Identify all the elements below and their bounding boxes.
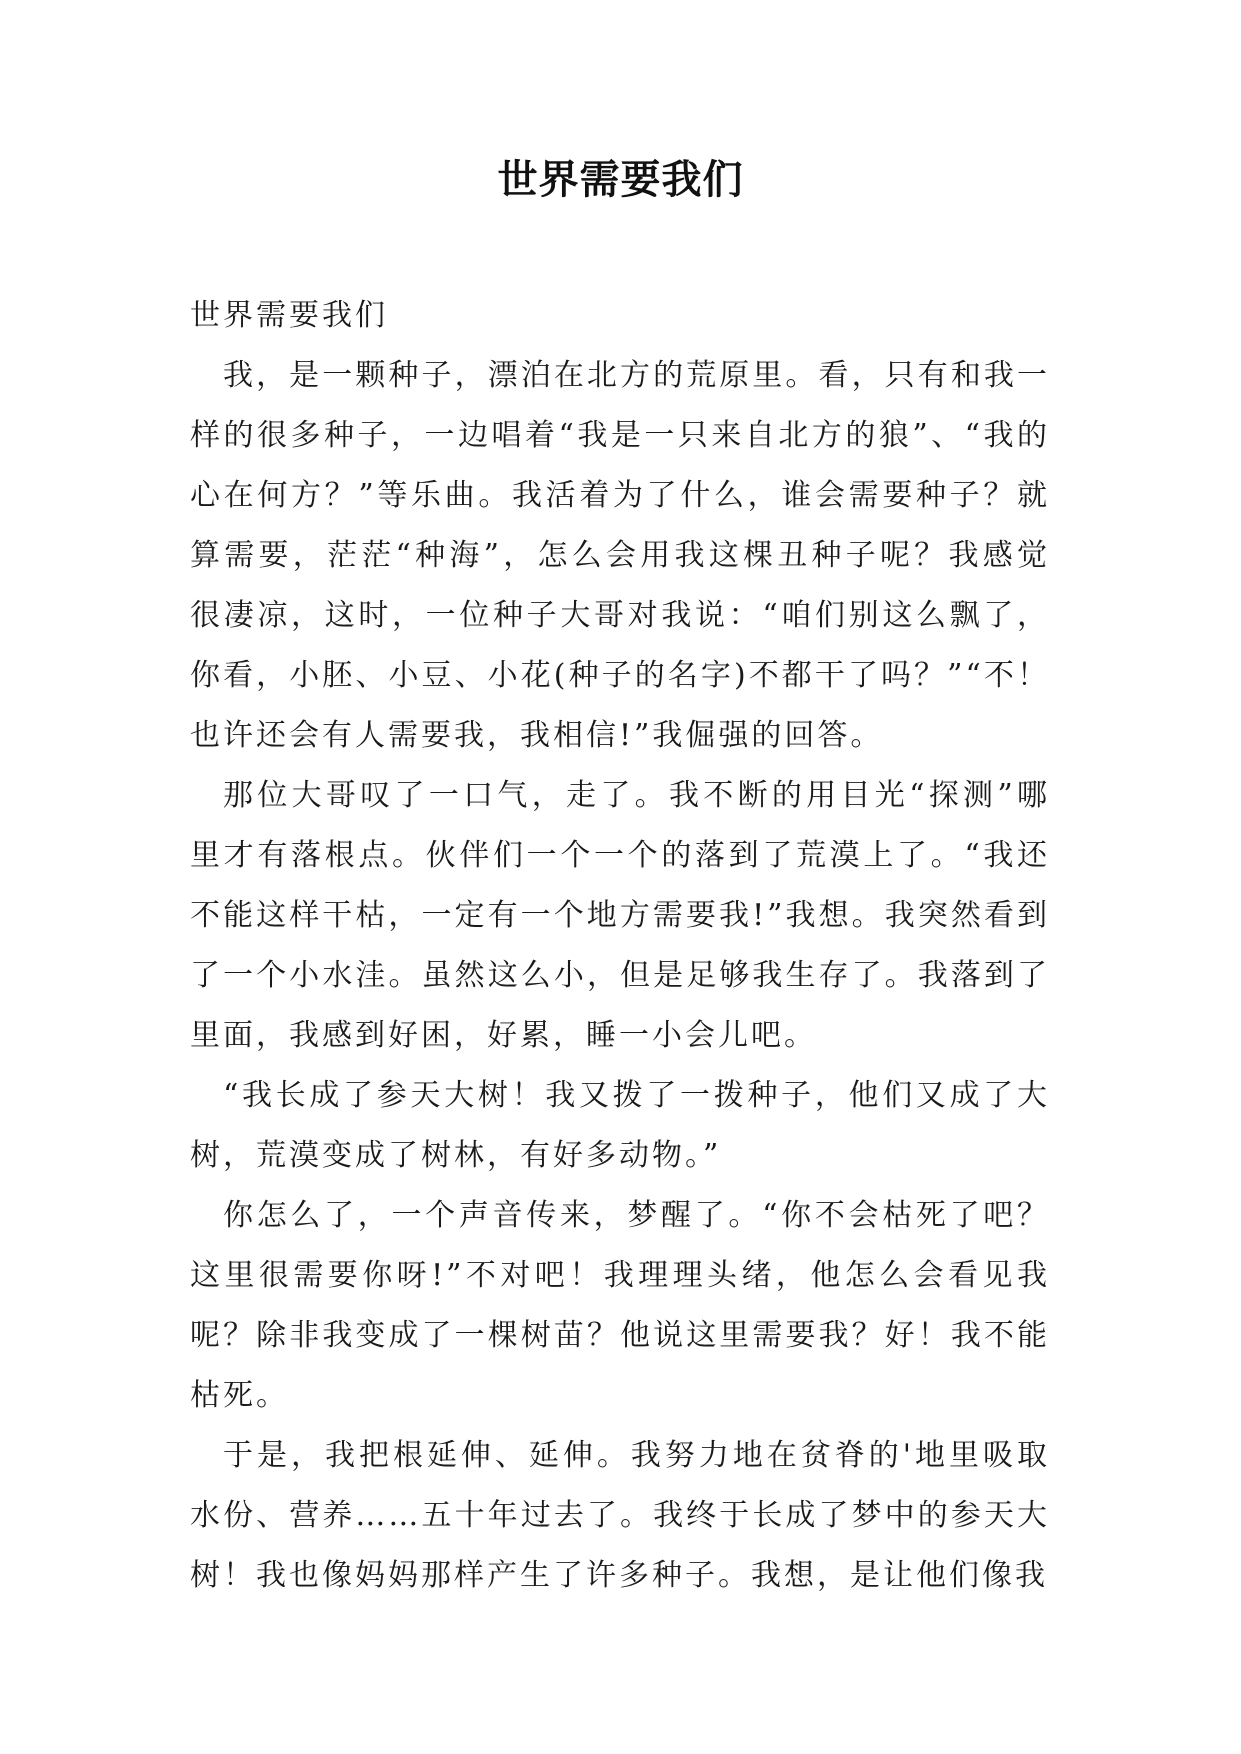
paragraph-1: 我，是一颗种子，漂泊在北方的荒原里。看，只有和我一样的很多种子，一边唱着“我是一只来自北方的狼”、“我的心在何方？”等乐曲。我活着为了什么，谁会需要种子？就算需要，茫茫“种海”，怎么会用我这棵丑种子呢？我感觉很凄凉，这时，一位种子大哥对我说：“咱们别这么飘了，你看，小胚、小豆、小花(种子的名字)不都干了吗？”“不！也许还会有人需要我，我相信!”我倔强的回答。 (190, 358, 1050, 753)
essay-heading: 世界需要我们 (190, 298, 388, 333)
paragraph-5: 于是，我把根延伸、延伸。我努力地在贫脊的'地里吸取水份、营养……五十年过去了。我终于长成了梦中的参天大树！我也像妈妈那样产生了许多种子。我想，是让他们像我 (190, 1438, 1050, 1593)
document-body (190, 286, 1050, 1606)
document-title: 世界需要我们 (497, 156, 744, 203)
paragraph-4: 你怎么了，一个声音传来，梦醒了。“你不会枯死了吧？这里很需要你呀!”不对吧！我理理头绪，他怎么会看见我呢？除非我变成了一棵树苗？他说这里需要我？好！我不能枯死。 (190, 1198, 1050, 1413)
paragraph-3: “我长成了参天大树！我又拨了一拨种子，他们又成了大树，荒漠变成了树林，有好多动物。” (190, 1078, 1050, 1173)
paragraph-2: 那位大哥叹了一口气，走了。我不断的用目光“探测”哪里才有落根点。伙伴们一个一个的落到了荒漠上了。“我还不能这样干枯，一定有一个地方需要我!”我想。我突然看到了一个小水洼。虽然这么小，但是足够我生存了。我落到了里面，我感到好困，好累，睡一小会儿吧。 (190, 778, 1050, 1053)
